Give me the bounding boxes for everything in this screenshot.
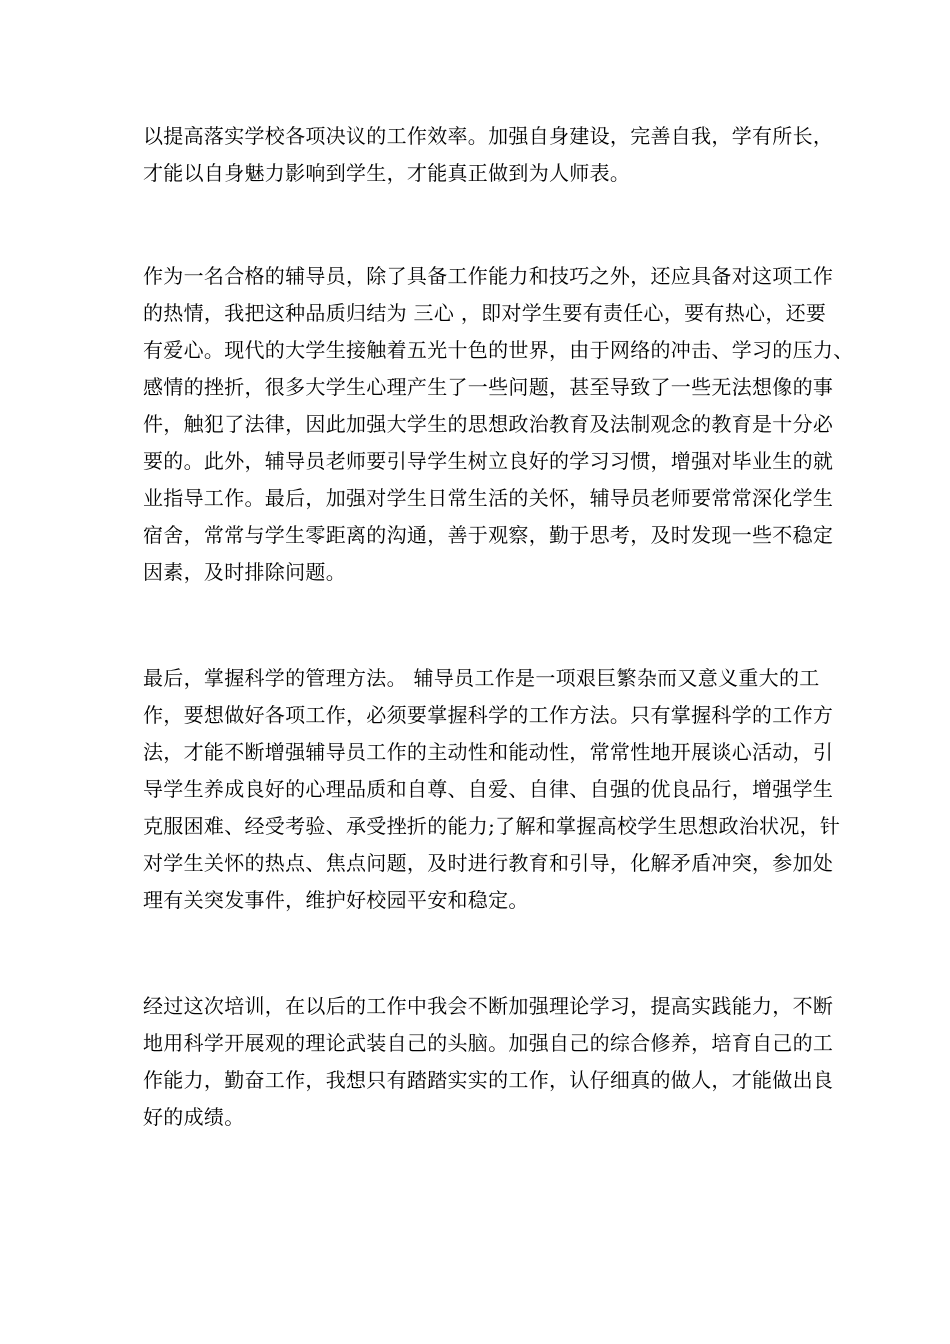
text-line: 导学生养成良好的心理品质和自尊、自爱、自律、自强的优良品行，增强学生 — [143, 777, 834, 801]
text-line: 经过这次培训，在以后的工作中我会不断加强理论学习，提高实践能力，不断 — [143, 994, 834, 1018]
text-line: 作，要想做好各项工作，必须要掌握科学的工作方法。只有掌握科学的工作方 — [143, 703, 834, 727]
text-line: 有爱心。现代的大学生接触着五光十色的世界，由于网络的冲击、学习的压力、 — [143, 338, 854, 362]
text-line: 作能力，勤奋工作，我想只有踏踏实实的工作，认仔细真的做人，才能做出良 — [143, 1068, 834, 1092]
text-line: 要的。此外，辅导员老师要引导学生树立良好的学习习惯，增强对毕业生的就 — [143, 449, 834, 473]
text-line: 以提高落实学校各项决议的工作效率。加强自身建设，完善自我，学有所长， — [143, 124, 834, 148]
text-line: 因素，及时排除问题。 — [143, 560, 346, 584]
text-line: 业指导工作。最后，加强对学生日常生活的关怀，辅导员老师要常常深化学生 — [143, 486, 834, 510]
text-line: 法，才能不断增强辅导员工作的主动性和能动性，常常性地开展谈心活动，引 — [143, 740, 834, 764]
text-line: 对学生关怀的热点、焦点问题，及时进行教育和引导，化解矛盾冲突，参加处 — [143, 851, 834, 875]
paragraph-4 — [143, 988, 834, 1136]
text-line: 克服困难、经受考验、承受挫折的能力;了解和掌握高校学生思想政治状况，针 — [143, 814, 841, 838]
paragraph-1 — [143, 118, 834, 192]
paragraph-3 — [143, 660, 841, 919]
text-line: 好的成绩。 — [143, 1105, 245, 1129]
text-line: 的热情，我把这种品质归结为 三心 ，即对学生要有责任心，要有热心，还要 — [143, 301, 827, 325]
text-line: 才能以自身魅力影响到学生，才能真正做到为人师表。 — [143, 161, 631, 185]
text-line: 作为一名合格的辅导员，除了具备工作能力和技巧之外，还应具备对这项工作 — [143, 264, 834, 288]
text-line: 地用科学开展观的理论武装自己的头脑。加强自己的综合修养，培育自己的工 — [143, 1031, 834, 1055]
text-line: 件，触犯了法律，因此加强大学生的思想政治教育及法制观念的教育是十分必 — [143, 412, 834, 436]
paragraph-2 — [143, 258, 854, 591]
text-line: 最后，掌握科学的管理方法。 辅导员工作是一项艰巨繁杂而又意义重大的工 — [143, 666, 820, 690]
text-line: 宿舍，常常与学生零距离的沟通，善于观察，勤于思考，及时发现一些不稳定 — [143, 523, 834, 547]
text-line: 理有关突发事件，维护好校园平安和稳定。 — [143, 888, 529, 912]
text-line: 感情的挫折，很多大学生心理产生了一些问题，甚至导致了一些无法想像的事 — [143, 375, 834, 399]
